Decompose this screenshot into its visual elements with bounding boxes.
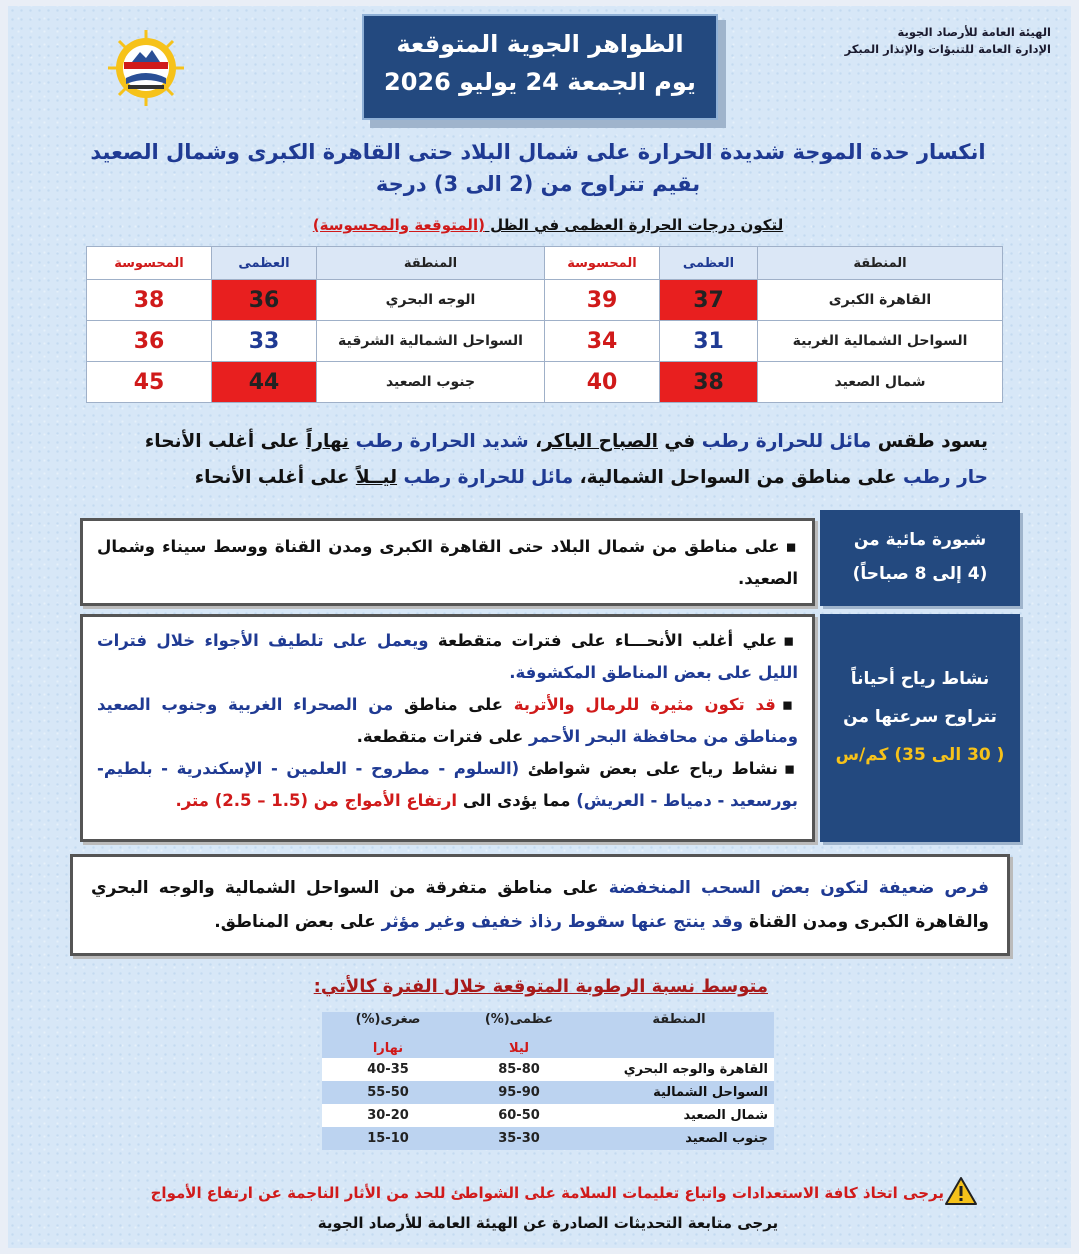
region-name: القاهرة الكبرى: [758, 280, 1003, 321]
humidity-max: 60-50: [454, 1104, 584, 1127]
text-span: مائل للحرارة رطب: [701, 431, 872, 452]
text-span: مما يؤدى الى: [457, 791, 577, 810]
forecast-bulletin: [8, 6, 1071, 1248]
header-max: عظمى(%): [454, 1012, 584, 1038]
text-span: على مناطق من شمال البلاد حتى القاهرة الكبرى ومدن القناة ووسط سيناء وشمال الصعيد.: [97, 537, 798, 588]
text-span: في: [657, 431, 702, 452]
region-name: شمال الصعيد: [584, 1104, 774, 1127]
wind-panel: [80, 614, 815, 842]
temperature-intro-note: (المتوقعة والمحسوسة): [312, 216, 485, 234]
text-span: فرص ضعيفة لتكون بعض السحب المنخفضة: [608, 878, 989, 898]
clouds-text: [91, 871, 989, 939]
humidity-min: 15-10: [322, 1127, 454, 1150]
header-felt: المحسوسة: [545, 247, 660, 280]
humidity-min: 55-50: [322, 1081, 454, 1104]
text-span: على أغلب الأنحاء: [144, 431, 306, 452]
wind-bullet-2: [97, 689, 798, 753]
temperature-table-header: [87, 247, 1003, 280]
region-name: السواحل الشمالية: [584, 1081, 774, 1104]
text-span: على مناطق متفرقة من السواحل الشمالية والوجه البحري والقاهرة الكبرى ومدن القناة: [91, 878, 989, 932]
text-span: على مناطق من السواحل الشمالية،: [573, 467, 903, 488]
table-row: [322, 1104, 774, 1127]
organization-header: [751, 24, 1051, 58]
felt-temp: 36: [87, 321, 212, 362]
text-span: ويعمل على تلطيف الأجواء خلال فترات الليل على بعض المناطق المكشوفة.: [97, 631, 798, 682]
table-row: [87, 362, 1003, 403]
title-box: [362, 14, 718, 120]
fog-side-label: [820, 510, 1020, 606]
empty-cell: [584, 1038, 774, 1058]
region-name: القاهرة والوجه البحري: [584, 1058, 774, 1081]
header-min: صغرى(%): [322, 1012, 454, 1038]
header-night: ليلا: [454, 1038, 584, 1058]
text-span: نهاراً: [306, 431, 350, 452]
temperature-intro: [208, 216, 888, 234]
weather-summary-line-2: [68, 460, 988, 496]
clouds-panel: [70, 854, 1010, 956]
max-temp: 37: [660, 280, 758, 321]
felt-temp: 34: [545, 321, 660, 362]
text-span: ،: [528, 431, 543, 452]
header-max: العظمى: [660, 247, 758, 280]
region-name: شمال الصعيد: [758, 362, 1003, 403]
weather-summary: [68, 424, 988, 496]
max-temp: 44: [212, 362, 317, 403]
max-temp: 38: [660, 362, 758, 403]
text-span: شديد الحرارة رطب: [355, 431, 529, 452]
text-span: على فترات متقطعة.: [356, 727, 530, 746]
header-region: المنطقة: [317, 247, 545, 280]
fog-time-range: (4 إلى 8 صباحاً): [852, 564, 988, 584]
humidity-title: متوسط نسبة الرطوبة المتوقعة خلال الفترة كالأتي:: [313, 976, 768, 997]
page-title: الظواهر الجوية المتوقعة: [396, 30, 684, 58]
header-day: نهارا: [322, 1038, 454, 1058]
header-region: المنطقة: [758, 247, 1003, 280]
humidity-subheader: [322, 1038, 774, 1058]
region-name: السواحل الشمالية الغربية: [758, 321, 1003, 362]
humidity-max: 35-30: [454, 1127, 584, 1150]
felt-temp: 40: [545, 362, 660, 403]
humidity-min: 40-35: [322, 1058, 454, 1081]
text-span: نشاط رياح على بعض شواطئ: [519, 759, 778, 778]
org-department: الإدارة العامة للتنبؤات والإنذار المبكر: [844, 42, 1051, 56]
headline: [88, 136, 988, 200]
humidity-header: [322, 1012, 774, 1038]
text-span: على بعض المناطق.: [214, 912, 382, 932]
text-span: ليــلاً: [355, 467, 398, 488]
bullet: ▪: [785, 537, 798, 556]
felt-temp: 45: [87, 362, 212, 403]
headline-line-2: بقيم تتراوح من (2 الى 3) درجة: [375, 172, 701, 196]
humidity-table: [322, 1012, 774, 1150]
wind-bullet-1: [97, 625, 798, 689]
max-temp: 36: [212, 280, 317, 321]
wind-side-label: [820, 614, 1020, 842]
humidity-max: 85-80: [454, 1058, 584, 1081]
forecast-date: يوم الجمعة 24 يوليو 2026: [384, 68, 696, 96]
follow-updates-note: يرجى متابعة التحديثات الصادرة عن الهيئة العامة للأرصاد الجوية: [317, 1214, 779, 1232]
region-name: جنوب الصعيد: [584, 1127, 774, 1150]
weather-summary-line-1: [68, 424, 988, 460]
wind-speed-range: ( 30 الى 35) كم/س: [835, 745, 1005, 765]
wind-bullet-3: [97, 753, 798, 817]
text-span: علي أغلب الأنحـــاء على فترات متقطعة: [428, 631, 778, 650]
table-row: [87, 321, 1003, 362]
text-span: حار رطب: [902, 467, 988, 488]
max-temp: 33: [212, 321, 317, 362]
text-span: ارتفاع الأمواج من (1.5 – 2.5) متر.: [175, 791, 458, 810]
table-row: [322, 1058, 774, 1081]
max-temp: 31: [660, 321, 758, 362]
warning-triangle-icon: [944, 1176, 978, 1206]
text-span: وقد ينتج عنها سقوط رذاذ خفيف وغير مؤثر: [381, 912, 744, 932]
org-name: الهيئة العامة للأرصاد الجوية: [897, 25, 1051, 39]
text-span: (السلوم - مطروح - العلمين - الإسكندرية - بلطيم- بورسعيد - دمياط - العريش): [97, 759, 798, 810]
fog-panel: [80, 518, 815, 606]
header-region: المنطقة: [584, 1012, 774, 1038]
temperature-intro-text: لتكون درجات الحرارة العظمى في الظل: [484, 216, 784, 234]
table-row: [322, 1127, 774, 1150]
temperature-table: [86, 246, 1003, 403]
text-span: قد تكون مثيرة للرمال والأتربة: [513, 695, 776, 714]
header-max: العظمى: [212, 247, 317, 280]
bullet: ▪: [781, 695, 799, 714]
felt-temp: 38: [87, 280, 212, 321]
felt-temp: 39: [545, 280, 660, 321]
text-span: على أغلب الأنحاء: [194, 467, 356, 488]
region-name: السواحل الشمالية الشرقية: [317, 321, 545, 362]
table-row: [322, 1081, 774, 1104]
headline-line-1: انكسار حدة الموجة شديدة الحرارة على شمال البلاد حتى القاهرة الكبرى وشمال الصعيد: [90, 140, 986, 164]
wind-label: نشاط رياح أحياناً: [850, 669, 990, 689]
bullet: ▪: [783, 631, 798, 650]
humidity-min: 30-20: [322, 1104, 454, 1127]
fog-text: [97, 531, 798, 595]
region-name: الوجه البحري: [317, 280, 545, 321]
safety-warning: يرجى اتخاذ كافة الاستعدادات واتباع تعليمات السلامة على الشواطئ للحد من الأثار الناجمة عن ارتفاع الأمواج: [150, 1184, 944, 1202]
text-span: مائل للحرارة رطب: [403, 467, 574, 488]
table-row: [87, 280, 1003, 321]
text-span: على مناطق: [393, 695, 514, 714]
region-name: جنوب الصعيد: [317, 362, 545, 403]
wind-speed-label: تتراوح سرعتها من: [843, 707, 997, 727]
bullet: ▪: [783, 759, 798, 778]
humidity-max: 95-90: [454, 1081, 584, 1104]
meteorological-authority-logo-icon: [106, 28, 186, 108]
fog-label: شبورة مائية من: [853, 530, 987, 550]
text-span: من الصحراء الغربية وجنوب الصعيد ومناطق من محافظة البحر الأحمر: [97, 695, 798, 746]
text-span: يسود طقس: [871, 431, 988, 452]
text-span: الصباح الباكر: [542, 431, 658, 452]
header-felt: المحسوسة: [87, 247, 212, 280]
